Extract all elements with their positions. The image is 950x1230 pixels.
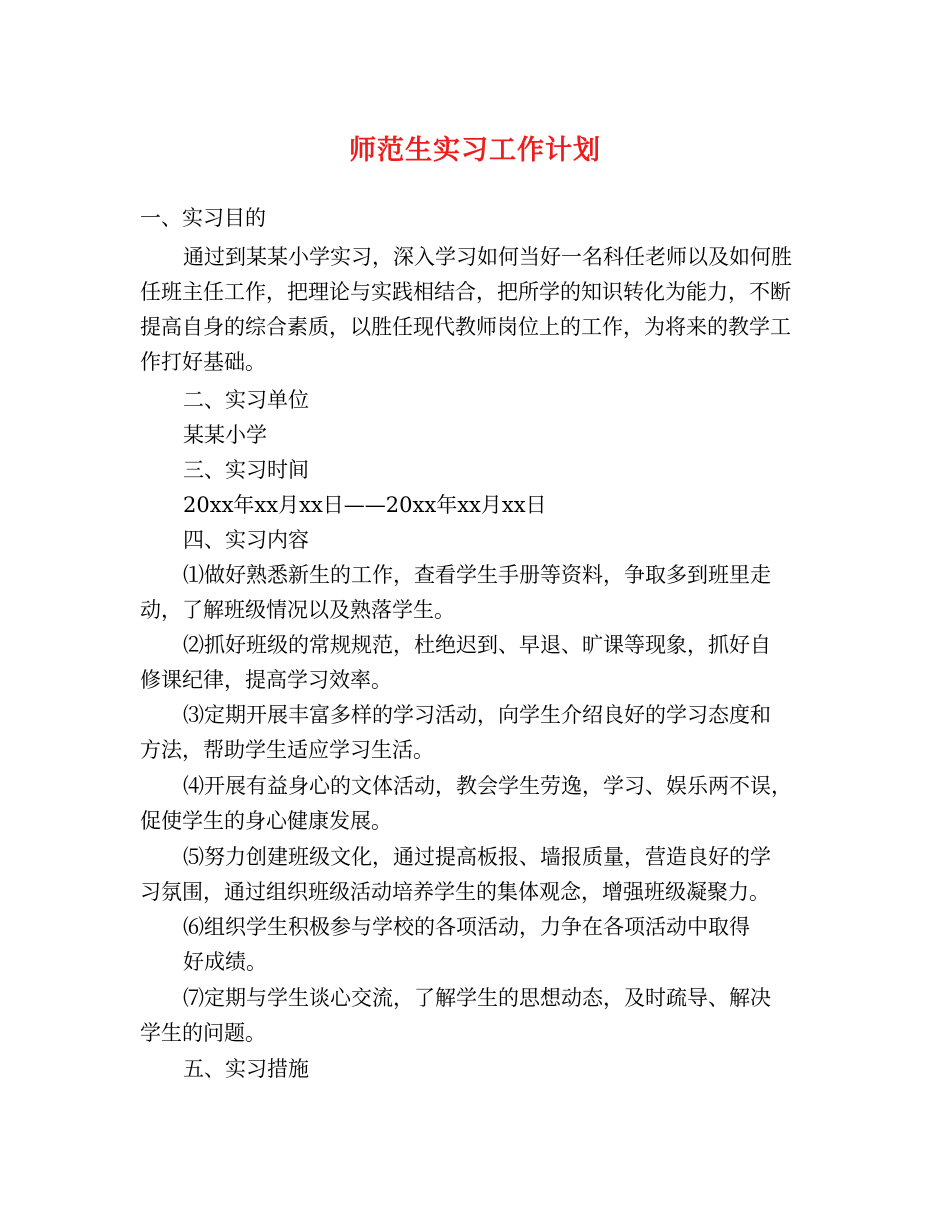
paragraph-line: 20xx年xx月xx日——20xx年xx月xx日 bbox=[183, 493, 547, 517]
paragraph-line: 任班主任工作，把理论与实践相结合，把所学的知识转化为能力，不断 bbox=[140, 280, 791, 304]
section-heading-unit: 二、实习单位 bbox=[183, 388, 309, 412]
list-item-continuation: 修课纪律，提高学习效率。 bbox=[140, 668, 392, 692]
list-item-continuation: 习氛围，通过组织班级活动培养学生的集体观念，增强班级凝聚力。 bbox=[140, 880, 770, 904]
list-item-continuation: 学生的问题。 bbox=[140, 1021, 266, 1045]
list-item: ⑷开展有益身心的文体活动，教会学生劳逸，学习、娱乐两不误， bbox=[183, 774, 792, 798]
section-heading-purpose: 一、实习目的 bbox=[140, 206, 266, 230]
list-item: ⑸努力创建班级文化，通过提高板报、墙报质量，营造良好的学 bbox=[183, 845, 771, 869]
list-item: ⑶定期开展丰富多样的学习活动，向学生介绍良好的学习态度和 bbox=[183, 703, 771, 727]
list-item: ⑴做好熟悉新生的工作，查看学生手册等资料，争取多到班里走 bbox=[183, 563, 771, 587]
paragraph-line: 作打好基础。 bbox=[140, 350, 266, 374]
list-item: ⑵抓好班级的常规规范，杜绝迟到、早退、旷课等现象，抓好自 bbox=[183, 633, 771, 657]
list-item-continuation: 促使学生的身心健康发展。 bbox=[140, 809, 392, 833]
paragraph-line: 通过到某某小学实习，深入学习如何当好一名科任老师以及如何胜 bbox=[183, 245, 792, 269]
paragraph-line: 提高自身的综合素质，以胜任现代教师岗位上的工作，为将来的教学工 bbox=[140, 315, 791, 339]
list-item-continuation: 方法，帮助学生适应学习生活。 bbox=[140, 738, 434, 762]
section-heading-content: 四、实习内容 bbox=[183, 528, 309, 552]
paragraph-line: 某某小学 bbox=[183, 423, 267, 447]
list-item: ⑹组织学生积极参与学校的各项活动，力争在各项活动中取得 bbox=[183, 915, 750, 939]
section-heading-time: 三、实习时间 bbox=[183, 458, 309, 482]
list-item-continuation: 动，了解班级情况以及熟落学生。 bbox=[140, 598, 455, 622]
document-title: 师范生实习工作计划 bbox=[349, 135, 601, 166]
list-item: ⑺定期与学生谈心交流，了解学生的思想动态，及时疏导、解决 bbox=[183, 986, 771, 1010]
list-item-continuation: 好成绩。 bbox=[183, 950, 267, 974]
section-heading-measures: 五、实习措施 bbox=[183, 1057, 309, 1081]
